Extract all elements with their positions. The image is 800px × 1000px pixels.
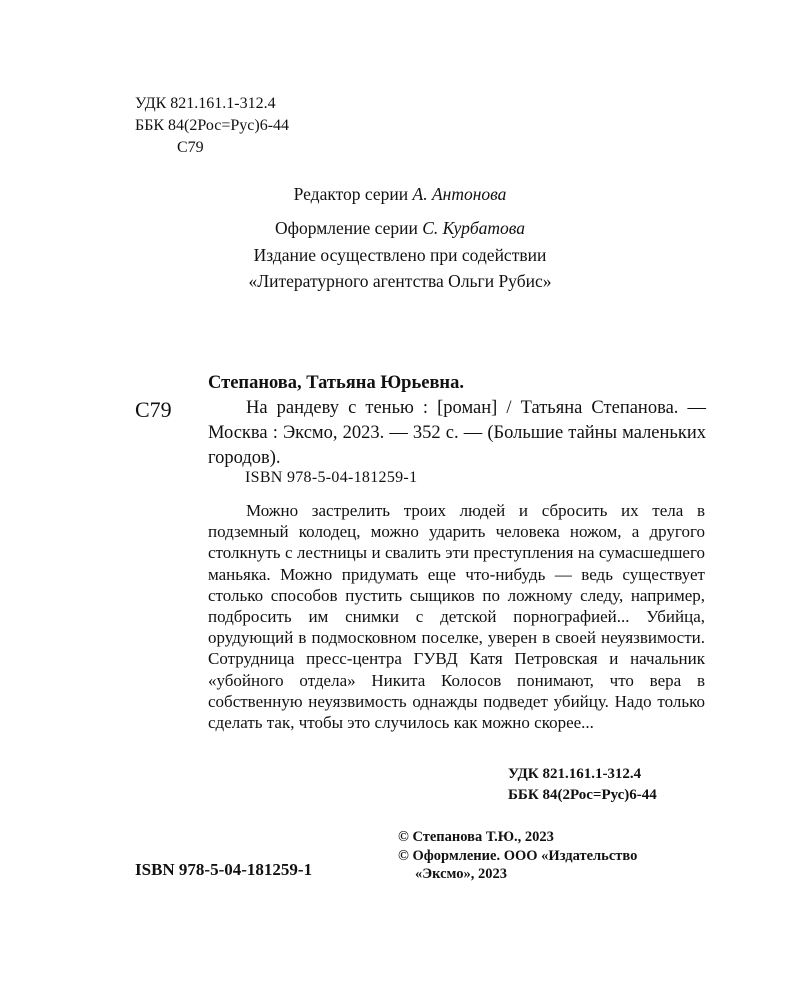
bbk-code: ББК 84(2Рос=Рус)6-44 xyxy=(135,117,290,134)
series-editor-line xyxy=(0,184,800,205)
series-editor-label: Редактор серии xyxy=(293,184,409,204)
bottom-udk-code: УДК 821.161.1-312.4 xyxy=(508,766,642,782)
series-design-label: Оформление серии xyxy=(274,218,418,238)
isbn-bottom: ISBN 978-5-04-181259-1 xyxy=(135,860,313,879)
isbn-record: ISBN 978-5-04-181259-1 xyxy=(245,469,418,486)
author-heading: Степанова, Татьяна Юрьевна. xyxy=(208,373,464,393)
copyright-publisher: «Эксмо», 2023 xyxy=(415,866,507,882)
biblio-author-mark: С79 xyxy=(135,397,172,422)
udk-code: УДК 821.161.1-312.4 xyxy=(135,95,276,112)
annotation-text: Можно застрелить троих людей и сбросить их тела в подземный колодец, можно ударить человека ножом, а другого столкнуть с лестницы и свалить эти преступления на сумасшедшего маньяка. Можно придумать еще что-нибудь — ведь существует столько способов пустить сыщиков по ложному следу, например, подбросить им снимки с детской порнографией... Убийца, орудующий в подмосковном поселке, уверен в своей неуязвимости. Сотрудница пресс-центра ГУВД Катя Петровская и начальник «убойного отдела» Никита Колосов понимают, что вера в собственную неуязвимость однажды подведет убийцу. Надо только сделать так, чтобы это случилось как можно скорее... xyxy=(208,501,705,733)
agency-line-2: «Литературного агентства Ольги Рубис» xyxy=(248,271,552,291)
series-design-name: С. Курбатова xyxy=(422,218,525,238)
copyright-design: © Оформление. ООО «Издательство xyxy=(398,847,638,864)
top-classification-codes xyxy=(135,93,289,159)
series-editor-name: А. Антонова xyxy=(412,184,507,204)
agency-line-1: Издание осуществлено при содействии xyxy=(253,245,547,265)
bibliographic-record xyxy=(208,371,706,471)
copyright-author: © Степанова Т.Ю., 2023 xyxy=(398,829,554,845)
series-design-line xyxy=(0,218,800,239)
copyright-block xyxy=(398,828,637,884)
biblio-description: На рандеву с тенью : [роман] / Татьяна Степанова. — Москва : Эксмо, 2023. — 352 с. — (Большие тайны маленьких городов). xyxy=(208,398,706,468)
bottom-bbk-code: ББК 84(2Рос=Рус)6-44 xyxy=(508,787,657,803)
author-mark: С79 xyxy=(177,139,204,156)
bottom-classification-codes xyxy=(508,764,657,806)
